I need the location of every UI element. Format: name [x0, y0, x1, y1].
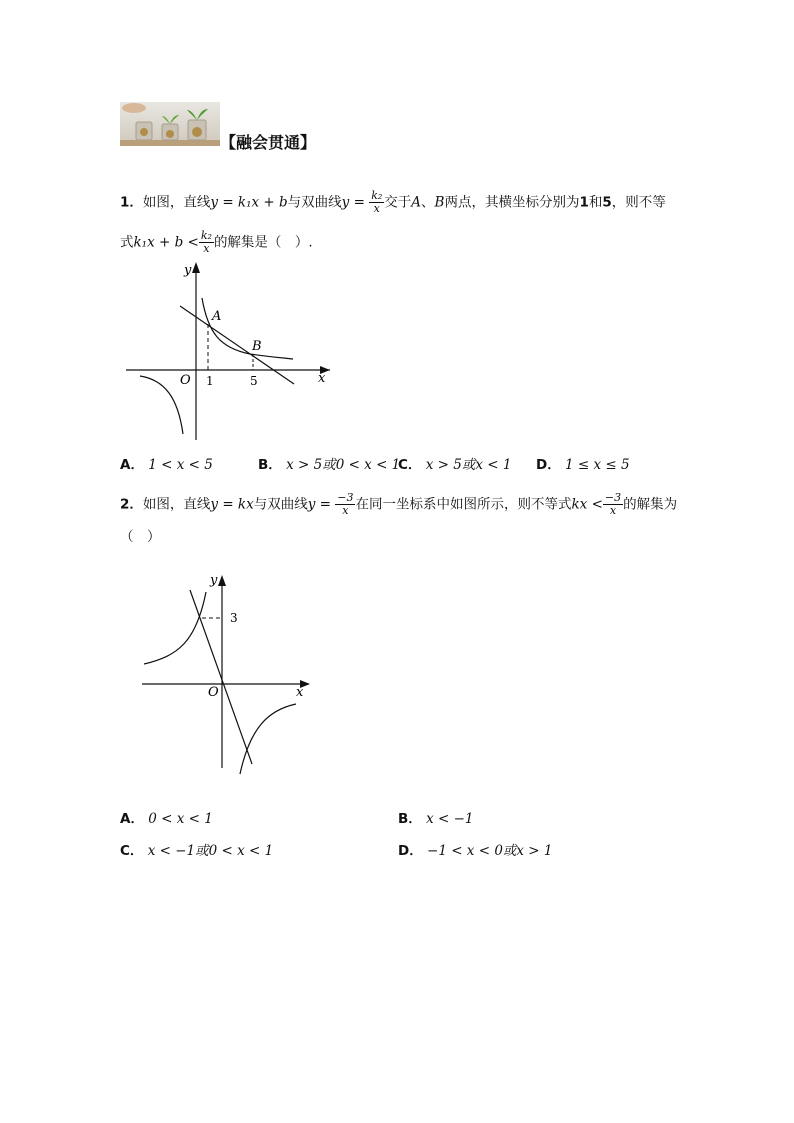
q2-option-d[interactable]: D． −1 < x < 0或x > 1 — [398, 843, 553, 859]
q1-option-c[interactable]: C． x > 5或x < 1 — [398, 457, 512, 473]
q2-label-three: 3 — [230, 611, 238, 625]
q2-hyperbola-branch2 — [144, 592, 206, 664]
q1-figure — [120, 258, 340, 448]
q1-line1: 1．如图，直线y = k₁x + b与双曲线y = $\frac{\text{k₂}}{x}$ 交于A、B两点，其横坐标分别为1和5，则不等 — [120, 189, 666, 215]
q2-option-a[interactable]: A． 0 < x < 1 — [120, 811, 213, 827]
q1-line2: 式k₁x + b < $\frac{\text{k₂}}{x}$ 的解集是（ ）. — [120, 229, 313, 255]
q1-label-a: A — [212, 309, 222, 324]
q2-paren: （ ） — [120, 529, 161, 545]
q1-ineq-lhs: k₁x + b < — [133, 234, 199, 251]
q1-line2-b: 的解集是（ ）. — [213, 234, 313, 251]
q2-label-x: x — [296, 685, 304, 700]
q1-option-a[interactable]: A． 1 < x < 5 — [120, 457, 213, 473]
q1-text-d: 两点，其横坐标分别为 — [444, 194, 580, 211]
q2-label-origin: O — [208, 685, 219, 700]
q1-text-c: 交于 — [384, 194, 412, 211]
q1-option-d[interactable]: D． 1 ≤ x ≤ 5 — [536, 457, 630, 473]
q2-option-b[interactable]: B． x < −1 — [398, 811, 474, 827]
header-photo — [120, 102, 220, 146]
q2-option-c[interactable]: C． x < −1或0 < x < 1 — [120, 843, 274, 859]
q1-hyp-lhs: y = — [341, 194, 365, 211]
q1-text-a: 如图，直线 — [142, 194, 211, 211]
q2-y-arrow — [218, 575, 226, 586]
q1-tick-5: 5 — [250, 374, 258, 388]
q1-point-b: B — [434, 194, 445, 211]
q1-hyperbola-branch3 — [140, 376, 183, 434]
q1-label-x: x — [318, 371, 326, 386]
q2-label-y: y — [210, 573, 218, 588]
q1-hyp-fraction: $\frac{\text{k₂}}{x}$ — [371, 189, 383, 215]
q2-figure — [138, 572, 318, 782]
q1-tick-1: 1 — [206, 374, 214, 388]
q1-label-origin: O — [180, 373, 191, 388]
q2-text-c: 在同一坐标系中如图所示，则不等式 — [355, 496, 572, 513]
q1-text-b: 与双曲线 — [287, 194, 342, 211]
q2-line1: 2．如图，直线y = kx与双曲线y = $\frac{-3}{x}$ 在同一坐标系中如图所示，则不等式kx < $\frac{-3}{x}$ 的解集为 — [120, 491, 678, 517]
q1-label-y: y — [184, 263, 192, 278]
q2-ineq-lhs: kx < — [571, 496, 603, 513]
q1-option-b[interactable]: B． x > 5或0 < x < 1 — [258, 457, 401, 473]
q1-text-e: ，则不等 — [611, 194, 666, 211]
q2-ineq-fraction: $\frac{-3}{x}$ — [604, 491, 622, 517]
q2-hyp-fraction: $\frac{-3}{x}$ — [337, 491, 354, 517]
q1-hyperbola-branch1 — [202, 298, 293, 359]
q2-number: 2． — [120, 496, 143, 513]
q1-line-expr: y = k₁x + b — [210, 194, 288, 211]
q2-line-expr: y = kx — [210, 496, 254, 513]
q1-y-arrow — [192, 262, 200, 273]
q1-point-a: A — [411, 194, 422, 211]
q1-label-b: B — [252, 339, 262, 354]
q2-hyperbola-branch4 — [240, 704, 296, 774]
q2-line — [190, 590, 252, 764]
q1-ineq-fraction: $\frac{\text{k₂}}{x}$ — [200, 229, 212, 255]
q1-number: 1． — [120, 194, 143, 211]
q1-line — [180, 306, 294, 384]
section-title: 【融会贯通】 — [220, 133, 317, 152]
